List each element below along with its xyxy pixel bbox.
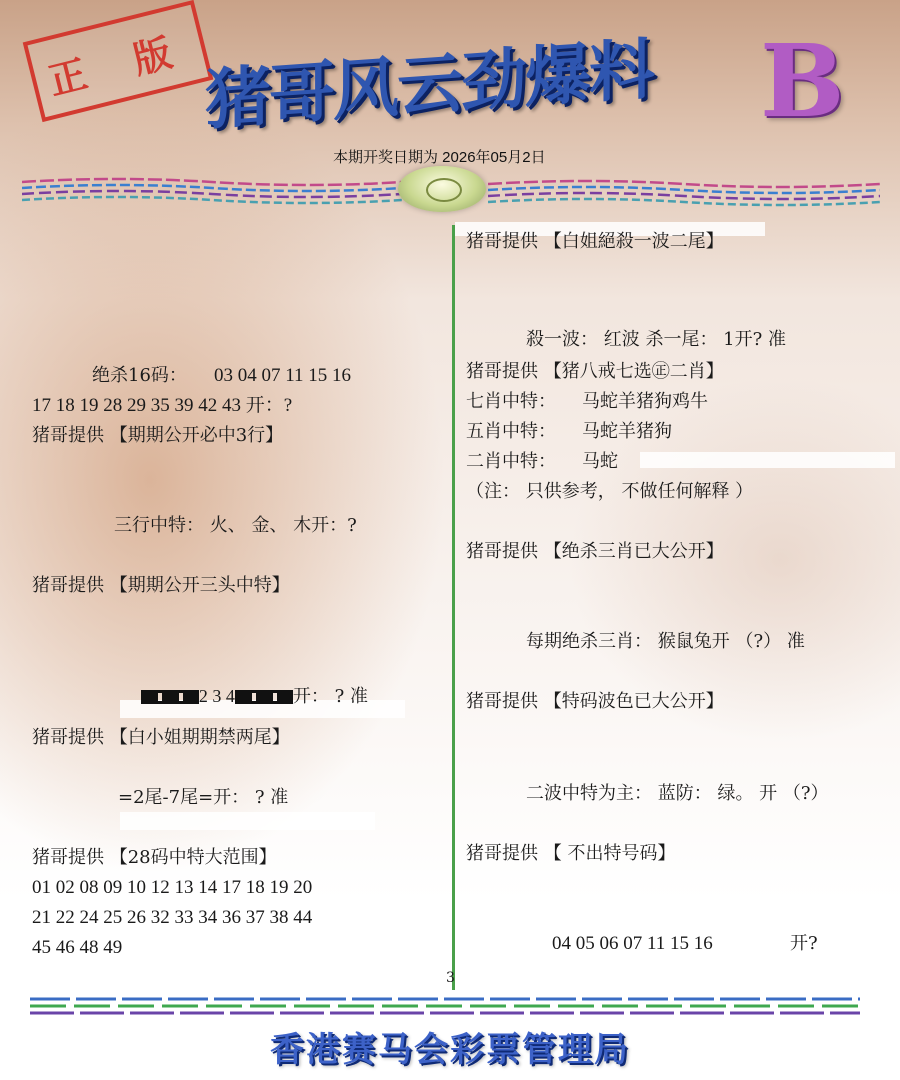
- kill16-numbers-line2: 17 18 19 28 29 35 39 42 43 开：?: [32, 395, 293, 416]
- page-mark: 3: [446, 970, 455, 986]
- three-row-result: 三行中特： 火、 金、 木开：?: [114, 515, 357, 536]
- bar-glyph-left: [141, 690, 199, 704]
- edition-letter: B: [760, 22, 845, 140]
- left-wave-decoration: [22, 176, 402, 208]
- three-row-header: 猪哥提供 【期期公开必中3行】: [32, 425, 284, 446]
- range-numbers-line2: 21 22 24 25 26 32 33 34 36 37 38 44: [32, 907, 313, 928]
- zodiac-header: 猪哥提供 【猪八戒七选㊣二肖】: [466, 361, 724, 382]
- draw-date: 本期开奖日期为 2026年05月2日: [333, 149, 546, 166]
- footer-organization: 香港赛马会彩票管理局: [270, 1030, 630, 1070]
- two-tail-result: =2尾-7尾=开： ? 准: [118, 787, 289, 808]
- range-numbers-line1: 01 02 08 09 10 12 13 14 17 18 19 20: [32, 877, 313, 898]
- three-head-row: [118, 666, 368, 727]
- white-strip: [120, 812, 375, 830]
- no-special-numbers: 04 05 06 07 11 15 16: [552, 933, 713, 954]
- three-head-header: 猪哥提供 【期期公开三头中特】: [32, 575, 290, 596]
- color-result: 二波中特为主： 蓝防： 绿。 开 （?）: [526, 783, 829, 804]
- three-head-digits: 2 3 4: [198, 686, 235, 706]
- two-zodiac-value: 马蛇: [582, 451, 618, 472]
- column-divider: [452, 225, 455, 990]
- two-tail-header: 猪哥提供 【白小姐期期禁两尾】: [32, 727, 290, 748]
- color-header: 猪哥提供 【特码波色已大公开】: [466, 691, 724, 712]
- no-special-suffix: 开?: [790, 933, 818, 954]
- kill3-result: 每期绝杀三肖： 猴鼠兔开 （?） 准: [526, 631, 805, 652]
- two-zodiac-label: 二肖中特：: [466, 451, 556, 472]
- range-numbers-line3: 45 46 48 49: [32, 937, 123, 958]
- five-zodiac-label: 五肖中特：: [466, 421, 556, 442]
- genuine-stamp: 正 版: [23, 0, 214, 122]
- range-header: 猪哥提供 【28码中特大范围】: [32, 847, 277, 868]
- kill16-label: 绝杀16码：: [92, 365, 187, 386]
- kill3-header: 猪哥提供 【绝杀三肖已大公开】: [466, 541, 724, 562]
- bar-glyph-right: [235, 690, 293, 704]
- white-strip: [640, 452, 895, 468]
- page-title: 猪哥风云劲爆料: [205, 30, 653, 140]
- seven-zodiac-value: 马蛇羊猪狗鸡牛: [582, 391, 708, 412]
- seven-zodiac-label: 七肖中特：: [466, 391, 556, 412]
- no-special-header: 猪哥提供 【 不出特号码】: [466, 843, 676, 864]
- right-wave-decoration: [488, 178, 880, 210]
- disclaimer-note: （注： 只供参考， 不做任何解释 ）: [466, 481, 754, 502]
- bagua-emblem-icon: [398, 166, 486, 212]
- footer-stripe-decoration: [30, 995, 860, 1019]
- three-head-suffix: 开： ? 准: [292, 686, 368, 707]
- wave-header: 猪哥提供 【白姐絕殺一波二尾】: [466, 231, 724, 252]
- kill16-numbers-line1: 03 04 07 11 15 16: [214, 365, 352, 386]
- five-zodiac-value: 马蛇羊猪狗: [582, 421, 672, 442]
- wave-result: 殺一波： 红波 杀一尾： 1开? 准: [526, 329, 786, 350]
